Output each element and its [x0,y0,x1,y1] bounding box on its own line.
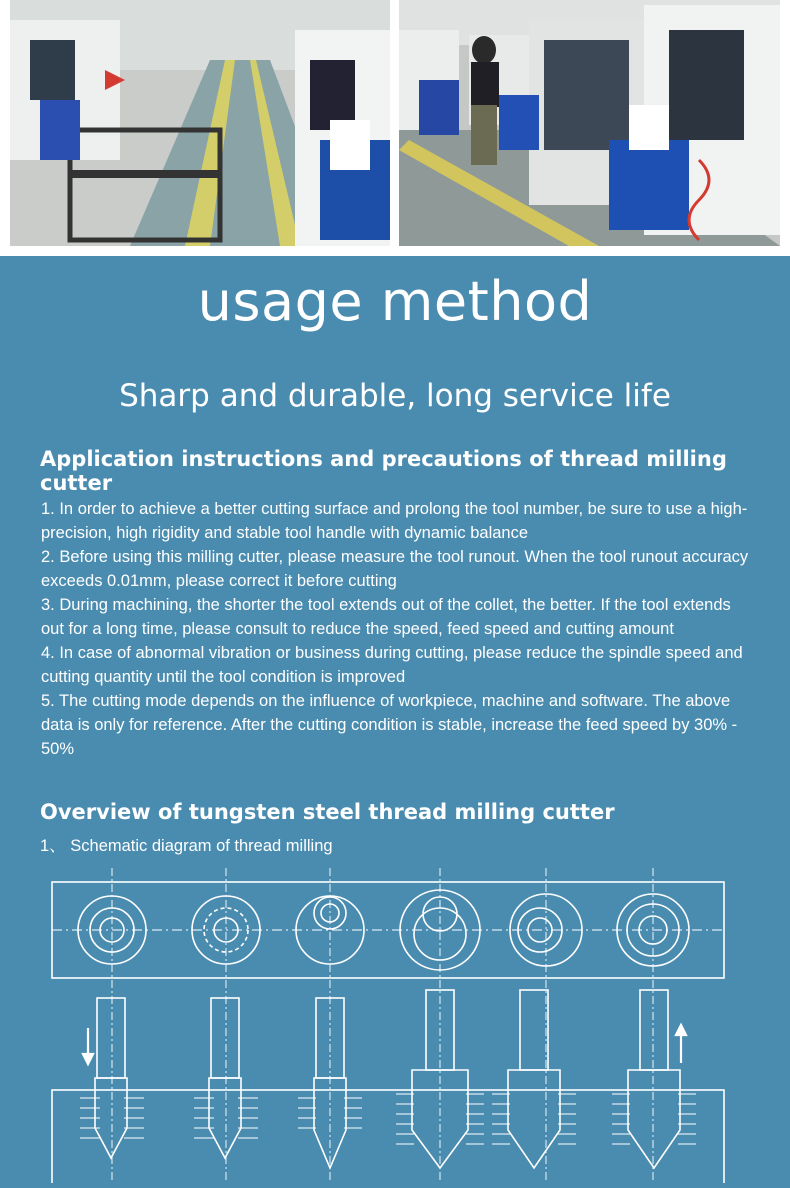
instruction-item: 4. In case of abnormal vibration or business during cutting, please reduce the spindle speed and cutting quantity until the tool condition is improved [41,644,743,686]
thread-hatching [80,1094,696,1144]
instruction-item: 3. During machining, the shorter the tool extends out of the collet, the better. If the tool extends out for a long time, please consult to reduce the speed, feed speed and cutting amount [41,596,731,638]
application-heading: Application instructions and precautions of thread milling cutter [40,447,727,495]
diagram-caption: 1、 Schematic diagram of thread milling [40,837,333,855]
thread-milling-schematic [0,868,790,1183]
up-arrow-icon-head [676,1025,686,1035]
factory-worker-photo [399,0,780,246]
factory-floor-photo [10,0,390,246]
overview-heading: Overview of tungsten steel thread milling cutter [40,800,615,824]
tool-cutting-heads [95,1070,680,1168]
down-arrow-icon-head [83,1054,93,1064]
instruction-item: 1. In order to achieve a better cutting surface and prolong the tool number, be sure to use a high-precision, high rigidity and stable tool handle with dynamic balance [41,500,748,542]
page-title: usage method [197,270,593,333]
thread-milling-diagram [0,868,790,1183]
instructions-list [41,497,756,761]
page-subtitle: Sharp and durable, long service life [119,378,671,414]
tool-shanks [97,990,668,1078]
instruction-item: 2. Before using this milling cutter, please measure the tool runout. When the tool runout accuracy exceeds 0.01mm, please correct it before cutting [41,548,749,590]
instruction-item: 5. The cutting mode depends on the influence of workpiece, machine and software. The above data is only for reference. After the cutting condition is stable, increase the feed speed by 30% - 50% [41,692,738,758]
